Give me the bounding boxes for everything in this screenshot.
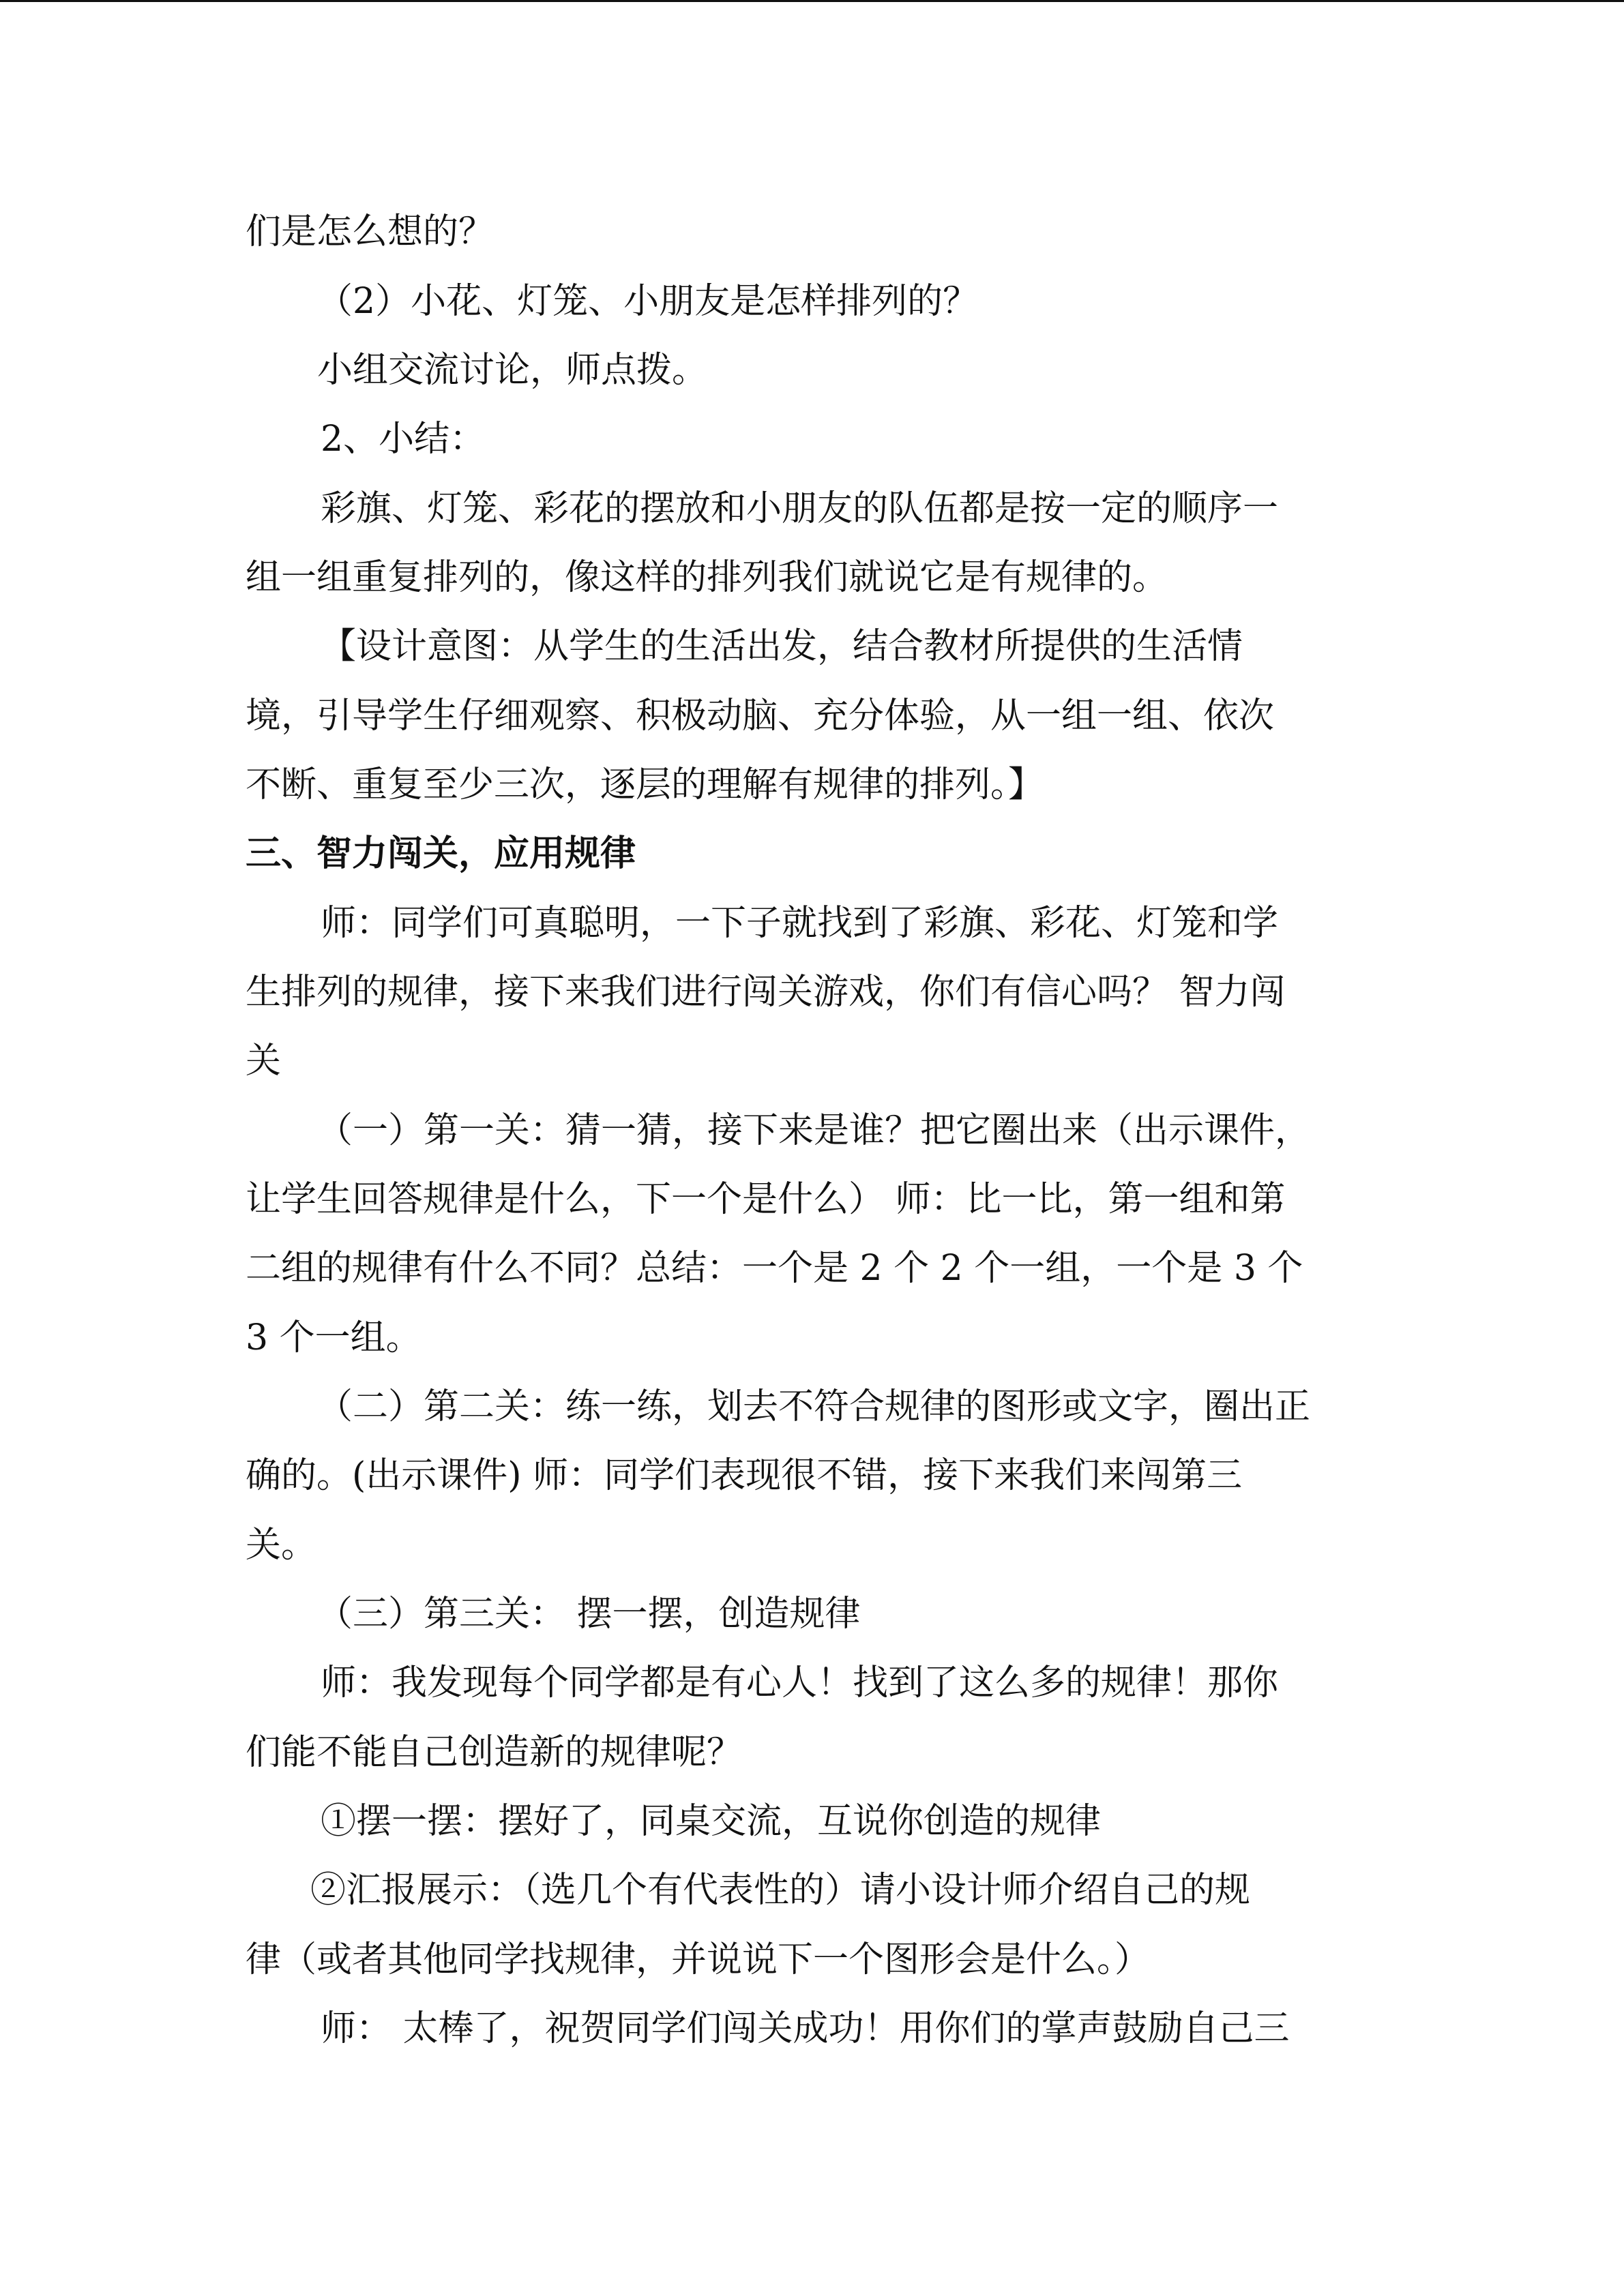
- text-line-3: 小组交流讨论，师点拨。: [317, 350, 708, 391]
- text-line-24: ①摆一摆：摆好了，同桌交流，互说你创造的规律: [321, 1801, 1102, 1842]
- section-heading: 三、智力闯关，应用规律: [246, 833, 636, 874]
- text-line-21: （三）第三关： 摆一摆，创造规律: [317, 1594, 861, 1635]
- text-line-14: （一）第一关：猜一猜，接下来是谁？把它圈出来（出示课件，: [317, 1110, 1311, 1151]
- text-line-1: 们是怎么想的？: [246, 211, 494, 252]
- text-line-16: 二组的规律有什么不同？总结：一个是 2 个 2 个一组，一个是 3 个: [246, 1248, 1303, 1289]
- text-line-7: 【设计意图：从学生的生活出发，结合教材所提供的生活情: [321, 626, 1243, 667]
- text-line-15: 让学生回答规律是什么，下一个是什么） 师：比一比，第一组和第: [246, 1179, 1286, 1220]
- page-top-border: [0, 0, 1624, 2]
- text-line-25: ②汇报展示：（选几个有代表性的）请小设计师介绍自己的规: [310, 1870, 1251, 1911]
- text-line-23: 们能不能自己创造新的规律呢？: [246, 1732, 743, 1773]
- text-line-20: 关。: [246, 1525, 317, 1566]
- text-line-12: 生排列的规律，接下来我们进行闯关游戏，你们有信心吗？ 智力闯: [246, 972, 1286, 1013]
- text-line-13: 关: [246, 1041, 282, 1082]
- text-line-11: 师：同学们可真聪明，一下子就找到了彩旗、彩花、灯笼和学: [321, 903, 1279, 944]
- text-line-9: 不断、重复至少三次，逐层的理解有规律的排列。】: [246, 764, 1044, 805]
- text-line-5: 彩旗、灯笼、彩花的摆放和小朋友的队伍都是按一定的顺序一: [321, 488, 1279, 529]
- text-line-22: 师：我发现每个同学都是有心人！找到了这么多的规律！那你: [321, 1663, 1279, 1703]
- text-line-2: （2）小花、灯笼、小朋友是怎样排列的？: [317, 281, 979, 322]
- text-line-8: 境，引导学生仔细观察、积极动脑、充分体验，从一组一组、依次: [246, 696, 1275, 736]
- text-line-4: 2、小结：: [321, 419, 486, 460]
- text-line-19: 确的。(出示课件) 师：同学们表现很不错，接下来我们来闯第三: [246, 1455, 1243, 1496]
- text-line-18: （二）第二关：练一练，划去不符合规律的图形或文字，圈出正: [317, 1386, 1311, 1427]
- text-line-26: 律（或者其他同学找规律，并说说下一个图形会是什么。）: [246, 1939, 1151, 1980]
- text-line-6: 组一组重复排列的，像这样的排列我们就说它是有规律的。: [246, 557, 1168, 598]
- text-line-27: 师： 太棒了，祝贺同学们闯关成功！用你们的掌声鼓励自己三: [321, 2008, 1290, 2049]
- text-line-17: 3 个一组。: [246, 1317, 422, 1358]
